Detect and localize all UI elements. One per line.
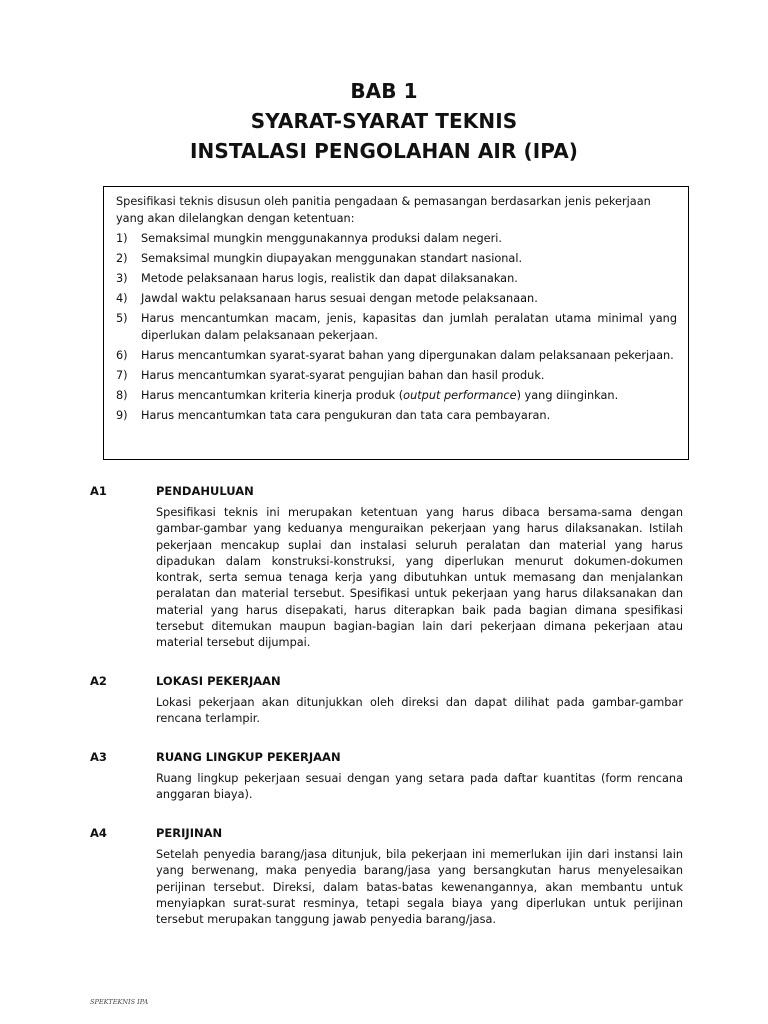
spec-item (116, 271, 677, 288)
spec-item-number: 1) (116, 232, 128, 245)
section-body: Lokasi pekerjaan akan ditunjukkan oleh direksi dan dapat dilihat pada gambar-gambar rencana terlampir. (156, 696, 683, 726)
spec-item (116, 311, 677, 344)
spec-item (116, 251, 677, 268)
spec-item-text: Jawdal waktu pelaksanaan harus sesuai dengan metode pelaksanaan. (141, 292, 538, 305)
spec-item-text-after: ) yang diinginkan. (516, 388, 619, 402)
spec-item (116, 291, 677, 308)
spec-item-text: Harus mencantumkan syarat-syarat pengujian bahan dan hasil produk. (141, 368, 545, 382)
spec-item-number: 7) (116, 368, 128, 382)
spec-item-text: Semaksimal mungkin menggunakannya produksi dalam negeri. (141, 232, 503, 245)
section-heading: LOKASI PEKERJAAN (156, 674, 281, 688)
chapter-title: BAB 1 (350, 79, 418, 103)
spec-item-number: 4) (116, 292, 128, 305)
spec-item-text: Harus mencantumkan syarat-syarat bahan yang dipergunakan dalam pelaksanaan pekerjaan. (141, 348, 674, 362)
section-code: A2 (90, 674, 107, 688)
spec-item-text: Metode pelaksanaan harus logis, realistik dan dapat dilaksanakan. (141, 272, 518, 285)
section-heading: PENDAHULUAN (156, 484, 254, 498)
spec-item-number: 2) (116, 252, 128, 265)
spec-item-number: 6) (116, 348, 128, 362)
spec-item-number: 9) (116, 408, 128, 422)
spec-item-text-before: Harus mencantumkan kriteria kinerja produk ( (141, 388, 404, 402)
section-code: A1 (90, 484, 107, 498)
section-code: A4 (90, 826, 107, 840)
spec-item-number: 8) (116, 388, 128, 402)
spec-item-text: Harus mencantumkan tata cara pengukuran dan tata cara pembayaran. (141, 408, 551, 422)
spec-item (116, 368, 677, 385)
document-subtitle: INSTALASI PENGOLAHAN AIR (IPA) (189, 139, 579, 163)
spec-item-number: 5) (116, 312, 128, 325)
document-title: SYARAT-SYARAT TEKNIS (250, 109, 518, 133)
page-footer: SPEKTEKNIS IPA (90, 998, 149, 1006)
spec-item-number: 3) (116, 272, 128, 285)
spec-item-text (141, 388, 677, 405)
section-body: Setelah penyedia barang/jasa ditunjuk, bila pekerjaan ini memerlukan ijin dari instansi lain yang berwenang, maka penyedia barang/jasa yang bersangkutan harus menyelesaikan perijinan tersebut. Direksi, dalam batas-batas kewenangannya, akan membantu untuk menyiapkan surat-surat resminya, tetapi segala biaya yang diperlukan untuk perijinan tersebut merupakan tanggung jawab penyedia barang/jasa. (156, 848, 683, 927)
spec-item-text-italic: output performance (403, 388, 517, 402)
specification-box (103, 186, 689, 460)
section-heading: PERIJINAN (156, 826, 223, 840)
spec-item (116, 388, 677, 405)
spec-item (116, 348, 677, 365)
section-code: A3 (90, 750, 107, 764)
title-block (0, 76, 768, 166)
section-body: Spesifikasi teknis ini merupakan ketentuan yang harus dibaca bersama-sama dengan gambar-gambar yang keduanya menguraikan pekerjaan yang harus dilaksanakan. Istilah pekerjaan mencakup suplai dan instalasi seluruh peralatan dan material yang harus dipadukan dalam konstruksi-konstruksi, yang diperlukan menurut dokumen-dokumen kontrak, serta semua tenaga kerja yang dibutuhkan untuk memasang dan menjalankan peralatan dan material tersebut. Spesifikasi untuk pekerjaan yang harus dilaksanakan dan material yang harus disepakati, harus diterapkan baik pada bagian dimana spesifikasi tersebut ditemukan maupun bagian-bagian lain dari pekerjaan dimana pekerjaan atau material tersebut dijumpai. (156, 506, 683, 650)
spec-item (116, 231, 677, 248)
section-heading: RUANG LINGKUP PEKERJAAN (156, 750, 341, 764)
spec-item-text: Harus mencantumkan macam, jenis, kapasitas dan jumlah peralatan utama minimal yang diperlukan dalam pelaksanaan pekerjaan. (141, 312, 677, 342)
spec-item (116, 408, 677, 425)
spec-intro: Spesifikasi teknis disusun oleh panitia pengadaan & pemasangan berdasarkan jenis pekerjaan yang akan dilelangkan dengan ketentuan: (116, 195, 651, 225)
section-body: Ruang lingkup pekerjaan sesuai dengan yang setara pada daftar kuantitas (form rencana anggaran biaya). (156, 772, 683, 802)
spec-item-text: Semaksimal mungkin diupayakan menggunakan standart nasional. (141, 252, 523, 265)
